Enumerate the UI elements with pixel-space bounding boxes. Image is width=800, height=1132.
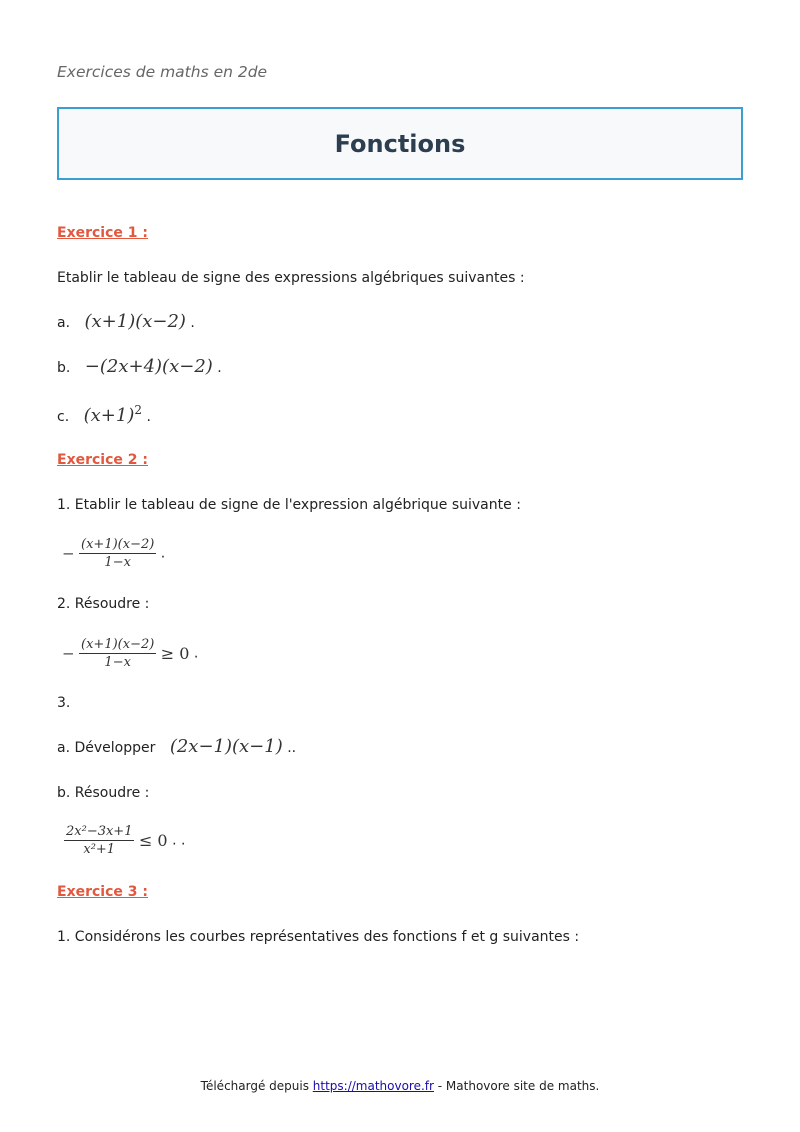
math-fraction — [64, 824, 134, 857]
math-relation: ≥ 0 — [160, 644, 190, 663]
fraction-denominator: 1−x — [104, 555, 131, 570]
exercise-1-item-b — [57, 356, 222, 377]
math-fraction — [79, 537, 156, 570]
item-end: . — [217, 360, 222, 376]
footer-suffix: - Mathovore site de maths. — [433, 1079, 600, 1093]
math-base: (x+1) — [83, 405, 135, 426]
exercise-3-question-1: 1. Considérons les courbes représentatives des fonctions f et g suivantes : — [57, 929, 580, 945]
question-label: a. Développer — [57, 740, 156, 756]
fraction-numerator: 2x²−3x+1 — [66, 824, 133, 839]
title-box — [57, 107, 743, 180]
fraction-denominator: 1−x — [104, 655, 131, 670]
exercise-3-heading: Exercice 3 : — [57, 884, 148, 900]
page-title: Fonctions — [334, 129, 466, 158]
math-sign: − — [62, 544, 75, 563]
math-end: . — [160, 545, 166, 562]
footer — [0, 1079, 800, 1093]
math-expression: (2x−1)(x−1) — [169, 736, 283, 757]
exercise-2-question-2: 2. Résoudre : — [57, 596, 150, 612]
fraction-denominator: x²+1 — [83, 842, 116, 857]
item-label: b. — [57, 360, 71, 376]
exercise-2-inequality-1 — [62, 637, 198, 670]
exercise-2-question-3b: b. Résoudre : — [57, 785, 150, 801]
item-end: . — [190, 315, 195, 331]
math-sign: − — [62, 644, 75, 663]
math-fraction — [79, 637, 156, 670]
footer-prefix: Téléchargé depuis — [200, 1079, 313, 1093]
math-expression: (x+1)(x−2) — [84, 311, 186, 332]
exercise-2-fraction-1 — [62, 537, 165, 570]
exercise-1-item-c — [57, 403, 151, 426]
item-label: c. — [57, 409, 70, 425]
math-end: .. — [287, 740, 297, 756]
math-relation: ≤ 0 — [138, 831, 168, 850]
footer-link[interactable]: https://mathovore.fr — [312, 1079, 434, 1093]
math-end: . — [193, 645, 199, 662]
exercise-1-item-a — [57, 311, 195, 332]
item-end: . — [146, 409, 151, 425]
fraction-numerator: (x+1)(x−2) — [81, 537, 155, 552]
exercise-2-inequality-2 — [64, 824, 185, 857]
math-expression: −(2x+4)(x−2) — [84, 356, 213, 377]
exercise-2-question-1: 1. Etablir le tableau de signe de l'expression algébrique suivante : — [57, 497, 521, 513]
math-end: . . — [172, 832, 186, 849]
math-exponent: 2 — [134, 403, 142, 417]
exercise-2-heading: Exercice 2 : — [57, 452, 148, 468]
exercise-1-intro: Etablir le tableau de signe des expressions algébriques suivantes : — [57, 270, 525, 286]
exercise-2-question-3: 3. — [57, 695, 71, 711]
exercise-2-question-3a — [57, 736, 296, 757]
document-subtitle: Exercices de maths en 2de — [57, 63, 268, 81]
item-label: a. — [57, 315, 71, 331]
math-expression — [84, 405, 142, 426]
exercise-1-heading: Exercice 1 : — [57, 225, 148, 241]
fraction-numerator: (x+1)(x−2) — [81, 637, 155, 652]
